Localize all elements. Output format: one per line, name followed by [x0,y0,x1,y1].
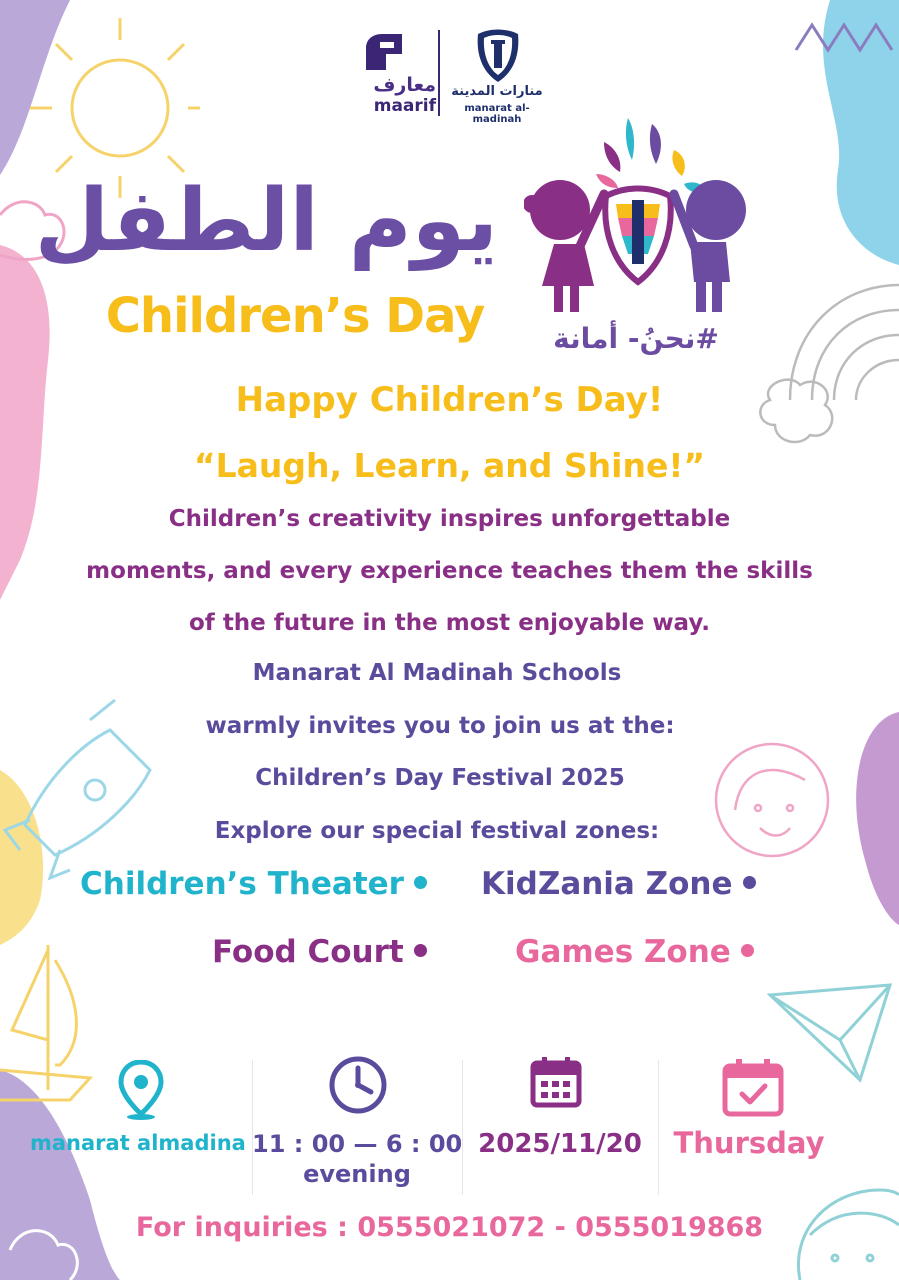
zone-label: KidZania Zone [481,866,733,902]
hashtag-text: #نحنُ- أمانة [553,322,719,355]
zone-label: Children’s Theater [80,866,404,902]
bullet-dot-icon [414,944,427,957]
brand-maarif-arabic: معارف [373,74,436,96]
zone-label: Games Zone [515,934,731,970]
zone-food-court [212,934,427,970]
manarat-shield-logo-icon [474,28,522,84]
event-location: manarat almadina [30,1131,246,1155]
brand-manarat-english: manarat al-madinah [464,103,530,125]
clock-icon [327,1054,389,1116]
paper-plane-icon [770,985,890,1080]
zone-label: Food Court [212,934,404,970]
greeting-text: Happy Children’s Day! [235,380,664,420]
calendar-icon [530,1056,582,1108]
event-day: Thursday [673,1126,825,1160]
event-time: 11 : 00 — 6 : 00 [252,1130,463,1158]
yellow-blob-left [0,770,43,945]
pink-blob-left [0,245,50,600]
maarif-logo-icon [360,30,408,74]
brand-manarat-arabic: منارات المدينة [451,84,543,99]
body-line-1: Children’s creativity inspires unforgettable [168,506,731,532]
bullet-dot-icon [741,944,754,957]
invite-line-2: warmly invites you to join us at the: [205,713,675,739]
invite-line-1: Manarat Al Madinah Schools [252,660,622,686]
info-divider [658,1060,659,1195]
brand-divider [438,30,440,116]
info-divider [462,1060,463,1195]
event-time-period: evening [303,1160,411,1188]
zones-intro-text: Explore our special festival zones: [214,818,660,844]
bullet-dot-icon [414,876,427,889]
slogan-text: “Laugh, Learn, and Shine!” [193,446,706,485]
body-line-2: moments, and every experience teaches them the skills [86,558,813,584]
brand-maarif-english: maarif [373,96,436,116]
title-english: Children’s Day [105,288,485,344]
zone-childrens-theater [80,866,427,902]
zone-games [515,934,754,970]
body-line-3: of the future in the most enjoyable way. [189,610,710,636]
children-emblem-icon [524,114,748,320]
zone-kidzania [481,866,756,902]
bullet-dot-icon [743,876,756,889]
contact-text: For inquiries : 0555021072 - 0555019868 [135,1212,764,1243]
purple-blob-top-left [0,0,70,175]
invite-line-3: Children’s Day Festival 2025 [255,765,625,791]
event-date: 2025/11/20 [478,1129,642,1159]
map-pin-icon [118,1060,164,1120]
title-arabic: يوم الطفل [34,171,498,271]
calendar-check-icon [722,1058,784,1118]
